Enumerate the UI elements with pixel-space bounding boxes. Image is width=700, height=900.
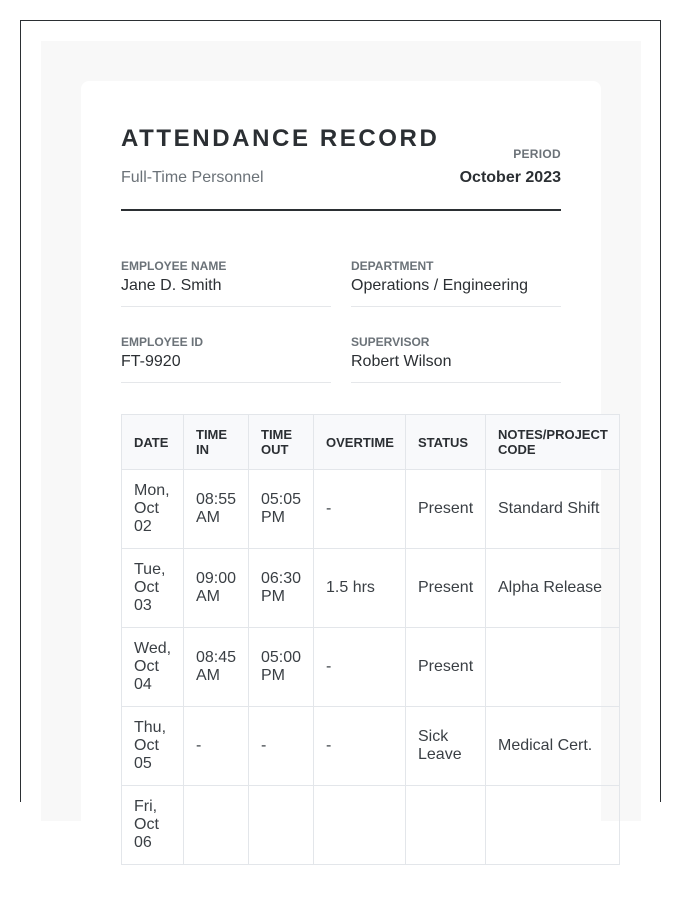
status-cell: Present [406, 470, 486, 549]
department-value: Operations / Engineering [351, 277, 528, 294]
time-out-cell: 05:00 PM [249, 628, 314, 707]
column-header: OVERTIME [314, 415, 406, 470]
period-value: October 2023 [459, 169, 561, 186]
column-header: DATE [122, 415, 184, 470]
time-in-cell: 08:45 AM [184, 628, 249, 707]
page-background [41, 41, 641, 851]
employee-id-field [121, 335, 331, 383]
column-header: TIME IN [184, 415, 249, 470]
overtime-cell: - [314, 470, 406, 549]
date-cell: Fri, Oct 06 [122, 786, 184, 865]
employee-name-value: Jane D. Smith [121, 277, 222, 294]
status-cell: Present [406, 549, 486, 628]
notes-cell: Alpha Release [486, 549, 620, 628]
table-row [122, 628, 620, 707]
supervisor-field [351, 335, 561, 383]
overtime-cell: - [314, 707, 406, 786]
employee-id-label: EMPLOYEE ID [121, 335, 204, 349]
attendance-table-wrapper [121, 414, 608, 854]
notes-cell [486, 786, 620, 865]
time-in-cell: - [184, 707, 249, 786]
time-in-cell: 08:55 AM [184, 470, 249, 549]
date-cell: Tue, Oct 03 [122, 549, 184, 628]
notes-cell: Standard Shift [486, 470, 620, 549]
attendance-card [81, 81, 608, 851]
employee-id-value: FT-9920 [121, 353, 181, 370]
employee-name-label: EMPLOYEE NAME [121, 259, 227, 273]
supervisor-label: SUPERVISOR [351, 335, 430, 349]
table-row [122, 786, 620, 865]
employee-name-field [121, 259, 331, 307]
column-header: NOTES/PROJECT CODE [486, 415, 620, 470]
table-header-row [122, 415, 620, 470]
page-subtitle: Full-Time Personnel [121, 169, 264, 186]
document-viewport [20, 20, 661, 851]
period-label: PERIOD [513, 147, 561, 161]
notes-cell [486, 628, 620, 707]
column-header: STATUS [406, 415, 486, 470]
attendance-table [121, 414, 620, 865]
overtime-cell: 1.5 hrs [314, 549, 406, 628]
date-cell: Thu, Oct 05 [122, 707, 184, 786]
time-out-cell: 06:30 PM [249, 549, 314, 628]
status-cell: Present [406, 628, 486, 707]
date-cell: Mon, Oct 02 [122, 470, 184, 549]
column-header: TIME OUT [249, 415, 314, 470]
department-label: DEPARTMENT [351, 259, 434, 273]
notes-cell: Medical Cert. [486, 707, 620, 786]
date-cell: Wed, Oct 04 [122, 628, 184, 707]
record-header [121, 125, 561, 211]
table-row [122, 549, 620, 628]
overtime-cell [314, 786, 406, 865]
table-row [122, 707, 620, 786]
supervisor-value: Robert Wilson [351, 353, 452, 370]
time-in-cell: 09:00 AM [184, 549, 249, 628]
page-title: ATTENDANCE RECORD [121, 125, 440, 152]
time-out-cell: - [249, 707, 314, 786]
overtime-cell: - [314, 628, 406, 707]
status-cell: Sick Leave [406, 707, 486, 786]
time-out-cell [249, 786, 314, 865]
time-in-cell [184, 786, 249, 865]
time-out-cell: 05:05 PM [249, 470, 314, 549]
status-cell [406, 786, 486, 865]
table-row [122, 470, 620, 549]
department-field [351, 259, 561, 307]
